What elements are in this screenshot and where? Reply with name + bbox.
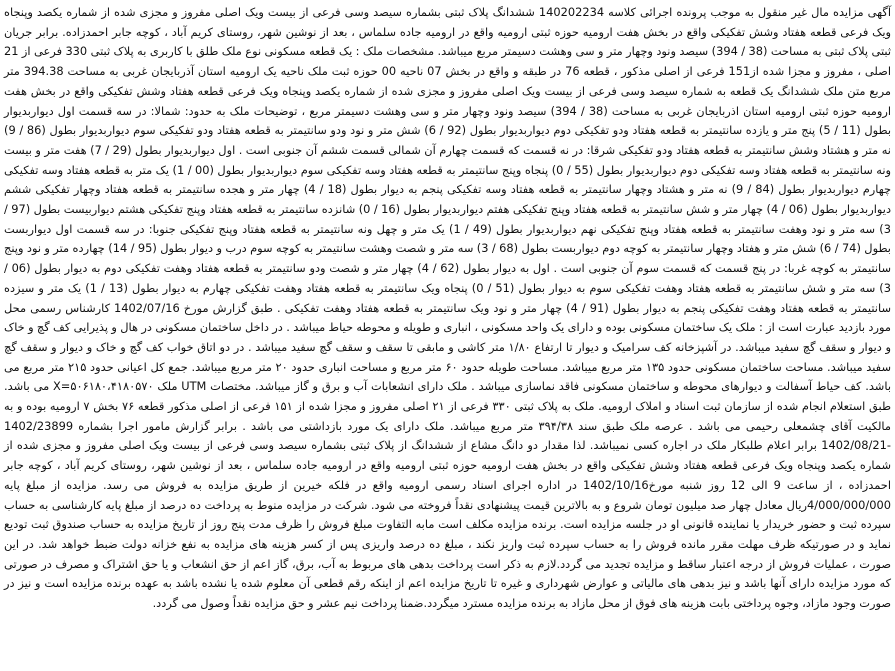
auction-notice-text: آگهی مزایده مال غیر منقول به موجب پرونده اجرائی کلاسه 140202234 ششدانگ پلاک ثبتی بشماره سیصد وسی فرعی از بیست ویک اصلی مفروز و مجزی شده از شماره یکصد وپنجاه ویک فرعی قطعه هفتاد وشش تفکیکی واقع در بخش هفت ارومیه حوزه ثبتی ارومیه واقع در ارومیه جاده سلماس ، بعد از نوشین شهر، روستای کریم آباد ، کوچه جابر احمدزاده. برابر جریان ثبتی پلاک ثبتی به مساحت (38 / 394) سیصد ونود وچهار متر و سی وهشت دسیمتر مربع میباشد. مشخصات ملک : یک قطعه مسکونی نوع ملک طلق با کاربری به پلاک ثبتی 330 فرعی از 21 اصلی ، مفروز و مجزا شده از151 فرعی از اصلی مذکور ، قطعه 76 در طبقه و واقع در بخش 07 ناحیه 00 حوزه ثبت ملک ناحیه یک ارومیه استان آذربایجان غربی به مساحت 394.38 متر مربع متن ملک ششدانگ یک قطعه به شماره سیصد وسی فرعی از بیست ویک اصلی مفروز و مجزی شده از شماره یکصد وپنجاه ویک فرعی قطعه هفتاد وشش تفکیکی واقع در بخش هفت ارومیه حوزه ثبتی ارومیه استان اذربایجان غربی به مساحت (38 / 394) سیصد ونود وچهار متر و سی وهشت دسیمتر مربع ، توضیحات ملک به حدود: شمالا: در سه قسمت اول دیواربدیوار بطول (11 / 5) پنج متر و یازده سانتیمتر به قطعه هفتاد ودو تفکیکی دوم دیواربدیوار بطول (92 / 6) شش متر و نود ودو سانتیمتر به قطعه هفتاد ودو تفکیکی سوم دیواربدیوار بطول (86 / 9) نه متر و هشتاد وشش سانتیمتر به قطعه هفتاد ودو تفکیکی شرقا: در نه قسمت که قسمت چهارم آن شمالی قسمت ششم آن جنوبی است . اول دیواربدیوار بطول (29 / 7) هفت متر و بیست ونه سانتیمتر به قطعه هفتاد وسه تفکیکی دوم دیواربدیوار بطول (55 / 0) پنجاه وپنج سانتیمتر به قطعه هفتاد وسه تفکیکی سوم دیواربدیوار بطول (00 / 1) یک متر به قطعه هفتاد وسه تفکیکی چهارم دیواربدیوار بطول (84 / 9) نه متر و هشتاد وچهار سانتیمتر به قطعه هفتاد وسه تفکیکی پنجم به دیوار بطول (18 / 4) چهار متر و هجده سانتیمتر به قطعه هفتاد وچهار تفکیکی ششم دیواربدیوار بطول (06 / 4) چهار متر و شش سانتیمتر به قطعه هفتاد وپنج تفکیکی هفتم دیواربدیوار بطول (16 / 0) شانزده سانتیمتر به قطعه هفتاد وپنج تفکیکی هشتم دیواربیست بطول (97 / 3) سه متر و نود وهفت سانتیمتر به قطعه هفتاد وپنج تفکیکی نهم دیواربدیوار بطول (49 / 1) یک متر و چهل ونه سانتیمتر به قطعه هفتاد وپنج تفکیکی جنوبا: در سه قسمت اول دیواربست بطول (74 / 6) شش متر و هفتاد وچهار سانتیمتر به کوچه دوم دیواربست بطول (68 / 3) سه متر و شصت وهشت سانتیمتر به کوچه سوم درب و دیوار بطول (95 / 14) چهارده متر و نود وپنج سانتیمتر به کوچه غربا: در پنج قسمت که قسمت سوم آن جنوبی است . اول به دیوار بطول (62 / 4) چهار متر و شصت ودو سانتیمتر به قطعه هفتاد وهفت تفکیکی دوم به دیوار بطول (06 / 3) سه متر و شش سانتیمتر به قطعه هفتاد وهفت تفکیکی سوم به دیوار بطول (51 / 0) پنجاه ویک سانتیمتر به قطعه هفتاد وهفت تفکیکی چهارم به دیوار بطول (13 / 1) یک متر و سیزده سانتیمتر به قطعه هفتاد وهفت تفکیکی پنجم به دیوار بطول (91 / 4) چهار متر و نود ویک سانتیمتر به قطعه هفتاد وهفت تفکیکی . طبق گزارش مورخ 1402/07/16 کارشناس رسمی محل مورد بازدید عبارت است از : ملک یک ساختمان مسکونی بوده و دارای یک واحد مسکونی ، انباری و طویله و محوطه حیاط میباشد . در داخل ساختمان مسکونی در هال و پذیرایی کف گچ و خاک و دیوار و سقف گچ سفید میباشد. در آشپزخانه کف سرامیک و دیوار تا ارتفاع ۱/۸۰ متر کاشی و مابقی تا سقف و سقف گچ سفید میباشد . در دو اتاق خواب کف گچ و خاک و دیوار و سقف گچ سفید میباشد. مساحت ساختمان مسکونی حدود ۱۳۵ متر مربع میباشد. مساحت طویله حدود ۶۰ متر مربع و مساحت انباری حدود ۲۰ متر مربع میباشد. جمع کل اعیانی حدود ۲۱۵ متر مربع می باشد. کف حیاط آسفالت و دیوارهای محوطه و ساختمان مسکونی فاقد نماسازی میباشد . ملک دارای انشعابات آب و برق و گاز میباشد. مختصات UTM ملک X=۵۰۶۱۸۰،۴۱۸۰۵۷۰ می باشد. طبق استعلام انجام شده از سازمان ثبت اسناد و املاک ارومیه. ملک به پلاک ثبتی ۳۳۰ فرعی از ۲۱ اصلی مفروز و مجزا شده از ۱۵۱ فرعی از اصلی مذکور قطعه ۷۶ بخش ۷ ارومیه بوده و به مالکیت آقای چشمعلی رحیمی می باشد . عرصه ملک طبق سند ۳۹۴/۳۸ متر مربع میباشد. ملک دارای یک مورد بازداشتی می باشد . برابر گزارش مامور اجرا بشماره 1402/23899 -1402/08/21 برابر اعلام طلبکار ملک در اجاره کسی نمیباشد. لذا مقدار دو دانگ مشاع از ششدانگ از پلاک ثبتی بشماره سیصد وسی فرعی از بیست ویک اصلی مفروز و مجزی شده از شماره یکصد وپنجاه ویک فرعی قطعه هفتاد وشش تفکیکی واقع در بخش هفت ارومیه حوزه ثبتی ارومیه واقع در ارومیه جاده سلماس ، بعد از نوشین شهر، روستای کریم آباد ، کوچه جابر احمدزاده ، از ساعت 9 الی 12 روز شنبه مورخ1402/10/16 در اداره اجرای اسناد رسمی ارومیه واقع در فلکه خیرین از طریق مزایده به فروش می رسد. مزایده از مبلغ پایه 4/000/000/000ریال معادل چهار صد میلیون تومان شروع و به بالاترین قیمت پیشنهادی نقداً فروخته می شود. شرکت در مزایده منوط به پرداخت ده درصد از مبلغ پایه کارشناسی به حساب سپرده ثبت و حضور خریدار یا نماینده قانونی او در جلسه مزایده است. برنده مزایده مکلف است مابه التفاوت مبلغ فروش را ظرف مدت پنج روز از تاریخ مزایده به حساب صندوق ثبت تودیع نماید و در صورتیکه ظرف مهلت مقرر مانده فروش را به حساب سپرده ثبت واریز نکند ، مبلغ ده درصد واریزی پس از کسر هزینه های مزایده به نفع خزانه دولت ضبط خواهد شد. در این صورت ، عملیات فروش از درجه اعتبار ساقط و مزایده تجدید می گردد.لازم به ذکر است پرداخت بدهی های مربوط به آب، برق، گاز اعم از حق انشعاب و یا حق اشتراک و مصرف در صورتی که مورد مزایده دارای آنها باشد و نیز بدهی های مالیاتی و عوارض شهرداری و غیره تا تاریخ مزایده اعم از اینکه رقم قطعی آن معلوم شده یا نشده باشد به عهده برنده مزایده است و نیز در صورت وجود مازاد، وجوه پرداختی بابت هزینه های فوق از محل مازاد به برنده مزایده مسترد میگردد.ضمنا پرداخت نیم عشر و حق مزایده نقداً وصول می گردد. — [4, 5, 892, 611]
